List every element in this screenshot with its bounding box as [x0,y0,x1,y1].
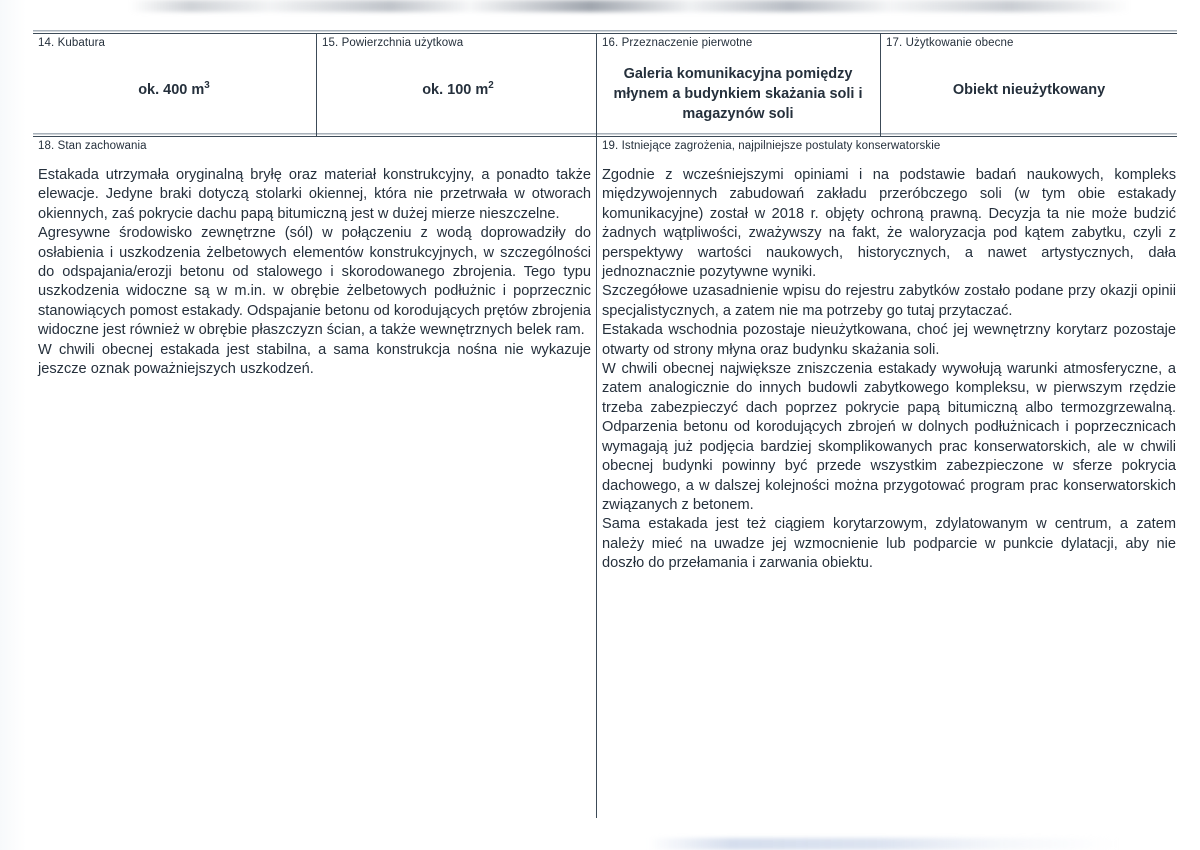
field-14-kubatura [38,36,310,100]
field-14-number-label: 14. Kubatura [38,37,106,49]
field-16-przeznaczenie-pierwotne [602,36,874,124]
field-16-number-label: 16. Przeznaczenie pierwotne [602,37,753,49]
column-divider-1 [316,34,317,136]
field-18-stan-zachowania [38,139,591,379]
column-divider-3 [880,34,881,136]
field-14-value-text: ok. 400 m [138,82,205,98]
field-14-value [38,80,310,100]
paragraph: W chwili obecnej estakada jest stabilna, a sama konstrukcja nośna nie wykazuje jeszcze oznak poważniejszych uszkodzeń. [38,341,591,378]
paragraph: Szczegółowe uzasadnienie wpisu do rejestru zabytków zostało podane przy okazji opinii specjalistycznych, a zatem nie ma potrzeby go tutaj przytaczać. [602,283,1176,319]
field-18-body [38,166,591,379]
field-18-number-label: 18. Stan zachowania [38,140,147,152]
field-17-uzytkowanie-obecne [886,36,1172,100]
field-17-number-label: 17. Użytkowanie obecne [886,37,1014,49]
field-15-value-text: ok. 100 m [422,82,489,98]
paragraph: Agresywne środowisko zewnętrzne (sól) w połączeniu z wodą doprowadziły do osłabienia i uszkodzenia żelbetowych elementów konstrukcyjnych, w szczególności do odspajania/erozji betonu od stalowego i skorodowanego zbrojenia. Tego typu uszkodzenia widoczne są w m.in. w obrębie żelbetowych podłużnic i poprzecznic stanowiących pomost estakady. Odspajanie betonu od korodujących prętów zbrojenia widoczne jest również w obrębie płaszczyzn ścian, a także wewnętrznych belek ram. [38,225,591,339]
field-19-number-label: 19. Istniejące zagrożenia, najpilniejsze postulaty konserwatorskie [602,140,941,152]
field-16-value: Galeria komunikacyjna pomiędzy młynem a budynkiem skażania soli i magazynów soli [613,66,863,122]
field-17-value: Obiekt nieużytkowany [952,82,1106,98]
field-19-zagrozenia-postulaty [602,139,1176,574]
paragraph: Sama estakada jest też ciągiem korytarzowym, zdylatowanym w centrum, a zatem należy mieć na uwadze jej wzmocnienie lub podparcie w punkcie dylatacji, aby nie doszło do przełamania i zarwania obiektu. [602,516,1176,572]
field-14-value-exponent: 3 [204,80,210,92]
table-rule-top [33,33,1177,34]
field-15-value-exponent: 2 [488,80,494,92]
paragraph: Estakada utrzymała oryginalną bryłę oraz materiał konstrukcyjny, a ponadto także elewacje. Jedyne braki dotyczą stolarki okiennej, która nie przetrwała w otworach okiennych, zaś pokrycie dachu papą bitumiczną jest w dużej mierze nieszczelne. [38,167,591,222]
table-rule-middle [33,136,1177,137]
field-19-body [602,166,1176,574]
field-15-powierzchnia [322,36,594,100]
paragraph: Estakada wschodnia pozostaje nieużytkowana, choć jej wewnętrzny korytarz pozostaje otwarty od strony młyna oraz budynku skażania soli. [602,322,1176,358]
field-15-number-label: 15. Powierzchnia użytkowa [322,37,464,49]
column-divider-2 [596,34,597,818]
field-15-value [322,80,594,100]
paragraph: Zgodnie z wcześniejszymi opiniami i na podstawie badań naukowych, kompleks międzywojennych zabudowań zakładu przeróbczego soli (w tym obie estakady komunikacyjne) został w 2018 r. objęty ochroną prawną. Decyzja ta nie może budzić żadnych wątpliwości, zważywszy na fakt, że waloryzacja pod kątem zabytku, czyli z perspektywy wartości naukowych, historycznych, a nawet artystycznych, dała jednoznacznie pozytywne wyniki. [602,167,1176,281]
paragraph: W chwili obecnej największe zniszczenia estakady wywołują warunki atmosferyczne, a zatem analogicznie do innych budowli zabytkowego kompleksu, w pierwszym rzędzie trzeba zabezpieczyć dach poprzez pokrycie papą bitumiczną albo termozgrzewalną. Odparzenia betonu od korodujących zbrojeń w dolnych podłużnicach i poprzecznicach wymagają już podjęcia bardziej skomplikowanych prac konserwatorskich, ale w chwili obecnej budynki powinny być przede wszystkim zabezpieczone w sferze pokrycia dachowego, a w dalszej kolejności można przygotować program prac konserwatorskich związanych z betonem. [602,361,1176,513]
